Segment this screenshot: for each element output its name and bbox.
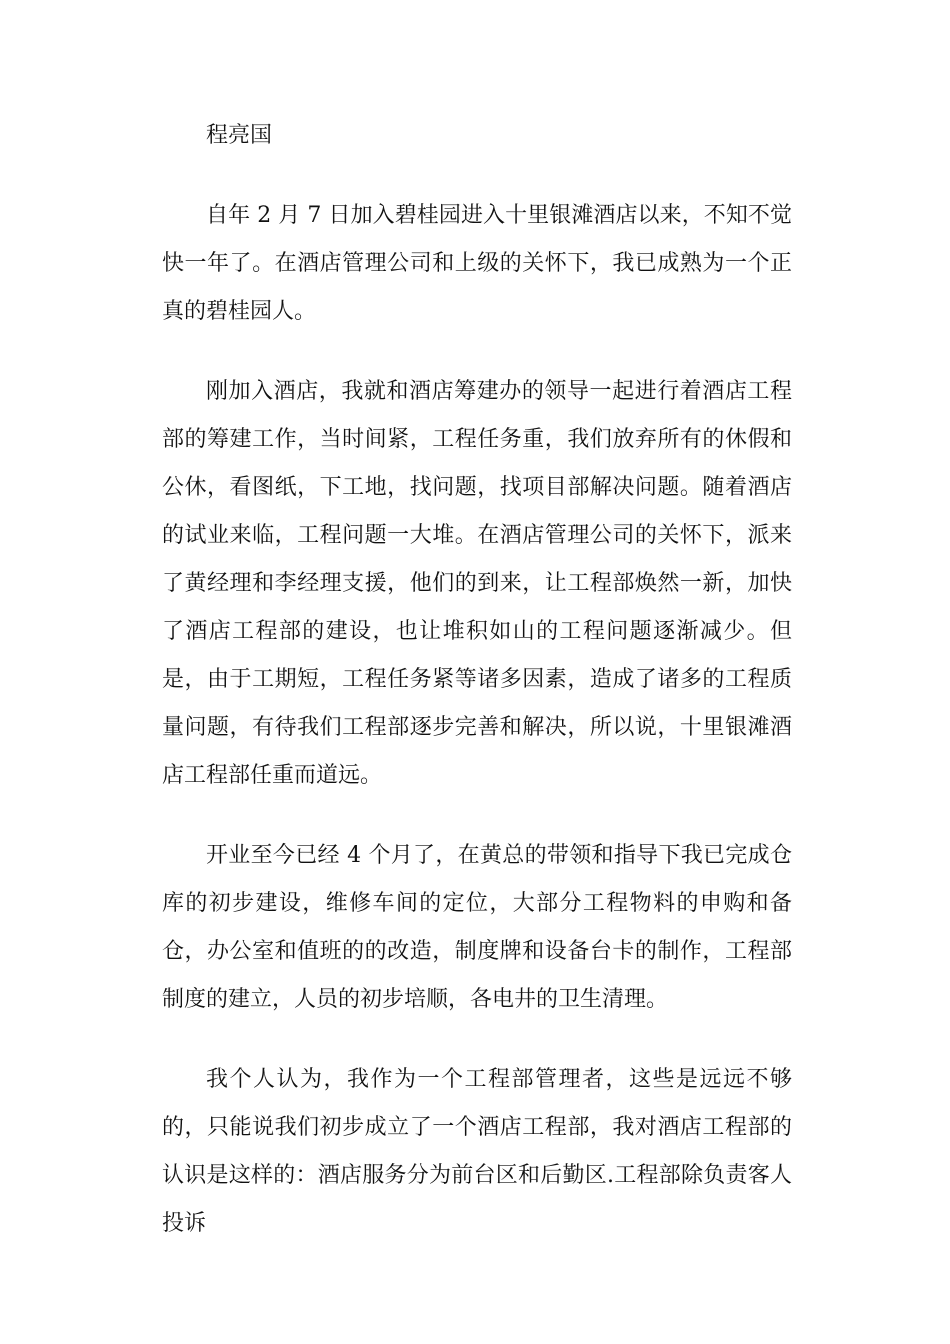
paragraph-2: 刚加入酒店，我就和酒店筹建办的领导一起进行着酒店工程部的筹建工作，当时间紧，工程任务重，我们放弃所有的休假和公休，看图纸，下工地，找问题，找项目部解决问题。随着酒店的试业来临，工程问题一大堆。在酒店管理公司的关怀下，派来了黄经理和李经理支援，他们的到来，让工程部焕然一新，加快了酒店工程部的建设，也让堆积如山的工程问题逐渐减少。但是，由于工期短，工程任务紧等诸多因素，造成了诸多的工程质量问题，有待我们工程部逐步完善和解决，所以说，十里银滩酒店工程部任重而道远。 (162, 379, 792, 788)
paragraph-1: 自年 2 月 7 日加入碧桂园进入十里银滩酒店以来，不知不觉快一年了。在酒店管理公司和上级的关怀下，我已成熟为一个正真的碧桂园人。 (162, 203, 792, 324)
paragraph-4: 我个人认为，我作为一个工程部管理者，这些是远远不够的，只能说我们初步成立了一个酒店工程部，我对酒店工程部的认识是这样的：酒店服务分为前台区和后勤区.工程部除负责客人投诉 (162, 1067, 792, 1236)
document-body (162, 112, 792, 1280)
author-name: 程亮国 (206, 123, 273, 148)
paragraph-3: 开业至今已经 4 个月了，在黄总的带领和指导下我已完成仓库的初步建设，维修车间的定位，大部分工程物料的申购和备仓，办公室和值班的的改造，制度牌和设备台卡的制作，工程部制度的建立，人员的初步培顺，各电井的卫生清理。 (162, 843, 792, 1012)
